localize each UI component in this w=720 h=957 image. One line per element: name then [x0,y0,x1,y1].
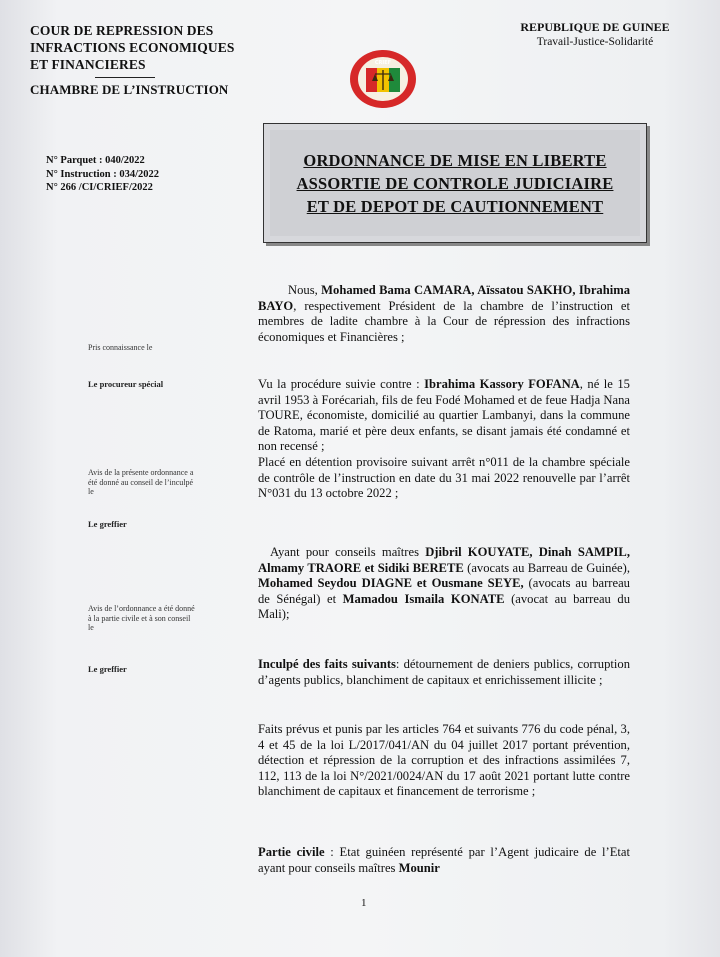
republic-name: REPUBLIQUE DE GUINEE [520,20,670,34]
seal-label: CRIEF [374,60,392,66]
crief-seal-icon [348,48,418,110]
margin-sign-clerk-1: Le greffier [88,519,127,529]
paragraph-accused: Vu la procédure suivie contre : Ibrahima Kassory FOFANA, né le 15 avril 1953 à Forécariah, fils de feu Fodé Mohamed et de feue Hadja Nana TOURE, économiste, domicilié au quartier Lambanyi, dans la commune de Ratoma, marié et père deux enfants, se disant jamais été condamné et non recensé ; Placé en détention provisoire suivant arrêt n°011 de la chambre spéciale de contrôle de l’instruction en date du 31 mai 2022 renouvelle par l’arrêt N°031 du 13 octobre 2022 ; [258,377,630,501]
title-line3: ET DE DEPOT DE CAUTIONNEMENT [306,196,604,216]
republic-motto: Travail-Justice-Solidarité [536,36,654,48]
margin-note-defense: Avis de la présente ordonnance a été donné au conseil de l’inculpé le [88,468,194,496]
ordinance-number: N° 266 /CI/CRIEF/2022 [46,182,153,193]
court-name-line2: INFRACTIONS ECONOMIQUES [30,40,235,55]
title-line1: ORDONNANCE DE MISE EN LIBERTE [303,150,607,170]
margin-sign-prosecutor: Le procureur spécial [88,379,164,389]
case-references [46,154,246,195]
paragraph-charges: Inculpé des faits suivants: détournement de deniers publics, corruption d’agents publics, blanchiment de capitaux et enrichissement illicite ; [258,657,630,687]
paragraph-civil-party: Partie civile : Etat guinéen représenté par l’Agent judicaire de l’Etat ayant pour conseils maîtres Mounir [258,845,631,875]
republic-header [505,20,685,50]
header-divider [95,77,155,78]
paragraph-legal-basis: Faits prévus et punis par les articles 764 et suivants 776 du code pénal, 3, 4 et 45 de la loi L/2017/041/AN du 04 juillet 2017 portant prévention, détection et répression de la corruption et des infractions assimilées 7, 112, 113 de la loi N°/2021/0024/AN du 17 août 2021 portant lutte contre blanchiment de capitaux et financement de terrorisme ; [258,722,630,799]
court-name-line3: ET FINANCIERES [30,57,146,72]
paragraph-detention: Placé en détention provisoire suivant arrêt n°011 de la chambre spéciale de contrôle de l’instruction en date du 31 mai 2022 renouvelle par l’arrêt N°031 du 13 octobre 2022 ; [258,454,630,501]
title-line2: ASSORTIE DE CONTROLE JUDICIAIRE [296,173,614,193]
margin-note-prosecutor: Pris connaissance le [88,343,153,352]
instruction-number: N° Instruction : 034/2022 [46,168,159,180]
margin-sign-clerk-2: Le greffier [88,664,127,674]
court-header [30,22,270,98]
court-name-line1: COUR DE REPRESSION DES [30,23,214,38]
paragraph-counsel: Ayant pour conseils maîtres Djibril KOUYATE, Dinah SAMPIL, Almamy TRAORE et Sidiki BERETE (avocats au Barreau de Guinée), Mohamed Seydou DIAGNE et Ousmane SEYE, (avocats au barreau de Sénégal) et Mamadou Ismaila KONATE (avocat au barreau du Mali); [258,545,630,622]
chamber-name: CHAMBRE DE L’INSTRUCTION [30,82,229,97]
parquet-number: N° Parquet : 040/2022 [46,155,145,166]
ordinance-title-box [263,123,647,243]
page-number: 1 [361,897,367,909]
margin-note-civil-party: Avis de l’ordonnance a été donné à la partie civile et à son conseil le [88,604,195,632]
paragraph-judges: Nous, Mohamed Bama CAMARA, Aïssatou SAKHO, Ibrahima BAYO, respectivement Président de la chambre de l’instruction et membres de ladite chambre à la Cour de répression des infractions économiques et Financières ; [258,283,630,344]
